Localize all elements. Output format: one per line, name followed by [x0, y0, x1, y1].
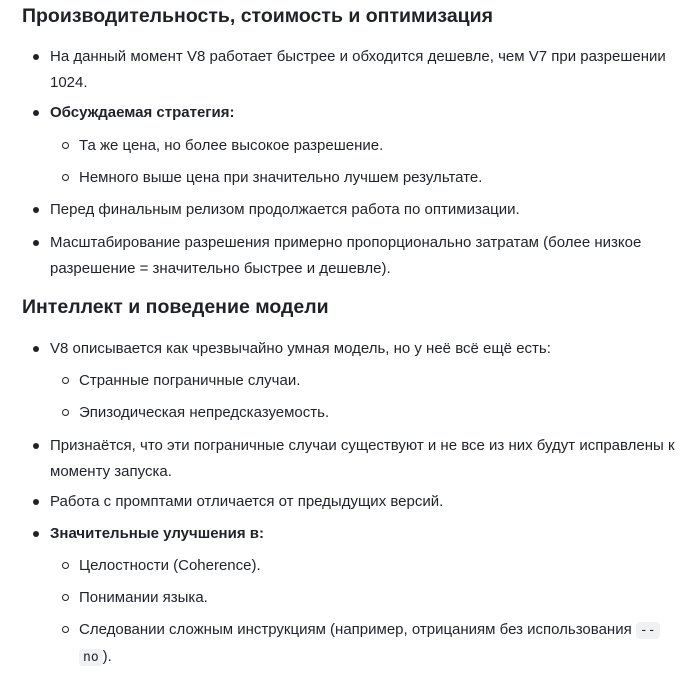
inline-code-dashes: --: [636, 622, 660, 639]
list-item: Перед финальным релизом продолжается работа по оптимизации.: [50, 197, 680, 223]
bullet-circle-icon: [62, 174, 69, 181]
list-item: Работа с промптами отличается от предыдущих версий.: [50, 489, 680, 515]
bullet-circle-icon: [62, 626, 69, 633]
bullet-circle-icon: [62, 142, 69, 149]
bullet-circle-icon: [62, 562, 69, 569]
bullet-disc-icon: [33, 346, 39, 352]
sub-list-item: Немного выше цена при значительно лучшем результате.: [79, 165, 679, 191]
bullet-circle-icon: [62, 377, 69, 384]
bullet-disc-icon: [33, 499, 39, 505]
sub-list-item: Та же цена, но более высокое разрешение.: [79, 133, 679, 159]
sub-list-item-instructions: Следовании сложным инструкциям (например, отрицаниям без использования -- no ).: [79, 617, 669, 671]
list-item-improvements: Значительные улучшения в:: [50, 521, 680, 547]
bullet-circle-icon: [62, 594, 69, 601]
list-item: V8 описывается как чрезвычайно умная модель, но у неё всё ещё есть:: [50, 336, 680, 362]
bullet-disc-icon: [33, 207, 39, 213]
sub-list-item: Эпизодическая непредсказуемость.: [79, 400, 679, 426]
bullet-disc-icon: [33, 110, 39, 116]
bullet-disc-icon: [33, 54, 39, 60]
sub-list-item: Целостности (Coherence).: [79, 553, 679, 579]
section-title-intelligence: Интеллект и поведение модели: [22, 296, 329, 318]
bullet-disc-icon: [33, 531, 39, 537]
inline-code-no: no: [79, 649, 103, 666]
list-item: Признаётся, что эти пограничные случаи существуют и не все из них будут исправлены к моменту запуска.: [50, 433, 680, 485]
bullet-disc-icon: [33, 240, 39, 246]
list-item: Масштабирование разрешения примерно пропорционально затратам (более низкое разрешение = значительно быстрее и дешевле).: [50, 230, 680, 282]
sub-list-item: Понимании языка.: [79, 585, 679, 611]
bullet-disc-icon: [33, 443, 39, 449]
sub-list-item: Странные пограничные случаи.: [79, 368, 679, 394]
bullet-circle-icon: [62, 409, 69, 416]
list-item: На данный момент V8 работает быстрее и обходится дешевле, чем V7 при разрешении 1024.: [50, 44, 680, 96]
section-title-performance: Производительность, стоимость и оптимизация: [22, 5, 494, 27]
list-item-strategy: Обсуждаемая стратегия:: [50, 100, 680, 126]
